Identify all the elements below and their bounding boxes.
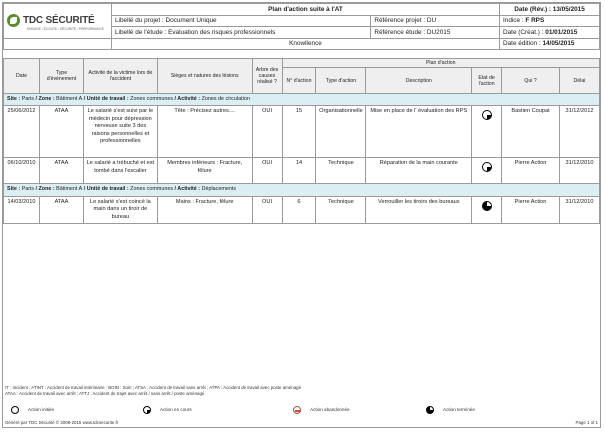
- date-revision: Date (Rév.) : 13/05/2015: [500, 4, 600, 16]
- col-sieges: Sièges et natures des lésions: [157, 59, 252, 94]
- date-edition: Date édition : 14/05/2015: [500, 38, 600, 50]
- col-type-action: Type d'action: [316, 68, 366, 94]
- action-completed-icon: [482, 201, 492, 211]
- client-name: Knowllence: [112, 38, 500, 50]
- logo-leaf-icon: [7, 14, 20, 27]
- site-group-row: Site : Paris / Zone : Bâtiment A / Unité de travail : Zones communes / Activité : Déplacements: [4, 184, 600, 196]
- logo-cell: [4, 4, 112, 39]
- abbreviations-line-1: IT : Incident ; ATINT : Accident de travail intérimaire ; BOIN : Soin ; ATSA : Accident de travail sans arrêt ; ATPA : Accident de travail avec poste aménagé: [5, 385, 302, 390]
- action-in-progress-icon: [143, 406, 151, 414]
- company-name: TDC SÉCURITÉ: [23, 14, 95, 26]
- project-label: Libellé du projet : Document Unique: [112, 15, 371, 27]
- document-sheet: [2, 2, 601, 428]
- document-footer: [3, 385, 600, 425]
- col-activite: Activité de la victime lors de l'accident: [83, 59, 157, 94]
- abbreviations-line-2: ATAA : Accident de travail avec arrêt ; ATTJ : Accident de trajet avec arrêt / sans arrêt / poste aménagé: [5, 391, 205, 397]
- col-num-action: N° d'action: [282, 68, 316, 94]
- action-in-progress-icon: [482, 162, 492, 172]
- table-row: 14/03/2010 ATAA Le salarié s'est coincé la main dans un tiroir de bureau Mains : Fracture, fêlure OUI 6 Technique Verrouiller les tiroirs des bureaux Pierre Action 31/12/2010: [4, 196, 600, 224]
- col-arbre: Arbre des causes réalisé ?: [252, 59, 282, 94]
- study-reference: Référence étude : DU2015: [371, 27, 500, 39]
- project-reference: Référence projet : DU: [371, 15, 500, 27]
- col-date: Date: [4, 59, 40, 94]
- action-in-progress-icon: [482, 110, 492, 120]
- site-group-row: Site : Paris / Zone : Bâtiment A / Unité de travail : Zones communes / Activité : Zones de circulation: [4, 94, 600, 106]
- status-legend: [3, 404, 600, 416]
- col-description: Description: [366, 68, 472, 94]
- action-completed-icon: [426, 406, 434, 414]
- table-row: 06/10/2010 ATAA Le salarié a trébuché et est tombé dans l'escalier Membres inférieurs : Fracture, fêlure OUI 14 Technique Réparation de la main courante Pierre Action 31/12/2010: [4, 158, 600, 184]
- footer-bottom: [3, 420, 600, 425]
- generated-by: Généré par TDC Sécurité © 2008-2015 www.tdcsecurite.fr: [5, 419, 119, 425]
- legend-terminee: Action terminée: [426, 406, 475, 414]
- col-qui: Qui ?: [502, 68, 560, 94]
- indice: Indice : F RPS: [500, 15, 600, 27]
- page-number: Page 1 of 1: [575, 419, 598, 425]
- col-etat: Etat de l'action: [472, 68, 502, 94]
- action-abandoned-icon: [293, 406, 301, 414]
- document-title: Plan d'action suite à l'AT: [112, 4, 500, 16]
- legend-abandon: Action abandonnée: [293, 406, 426, 414]
- company-tagline: ENGAGÉ • ÉCOUTE • SÉCURITÉ • PERFORMANCE: [27, 27, 104, 32]
- legend-encours: Action en cours: [143, 406, 293, 414]
- col-plan-action: Plan d'action: [282, 59, 600, 68]
- legend-initiee: Action initiée: [3, 406, 143, 414]
- col-delai: Délai: [559, 68, 599, 94]
- action-plan-table: [3, 58, 600, 224]
- action-initiated-icon: [11, 406, 19, 414]
- document-header: [3, 3, 600, 50]
- date-creation: Date (Créat.) : 01/01/2015: [500, 27, 600, 39]
- study-label: Libellé de l'étude : Evaluation des risques professionnels: [112, 27, 371, 39]
- table-row: 25/06/2012 ATAA Le salarié s'est suivi par le médecin pour dépression nerveuse suite 3 des raisons personnelles et professionnelles Tête : Précisez autres.... OUI 15 Organisationnelle Mise en place de l' évaluation des RPS Bastien Coupat 31/12/2012: [4, 106, 600, 158]
- col-type-evenement: Type d'événement: [39, 59, 83, 94]
